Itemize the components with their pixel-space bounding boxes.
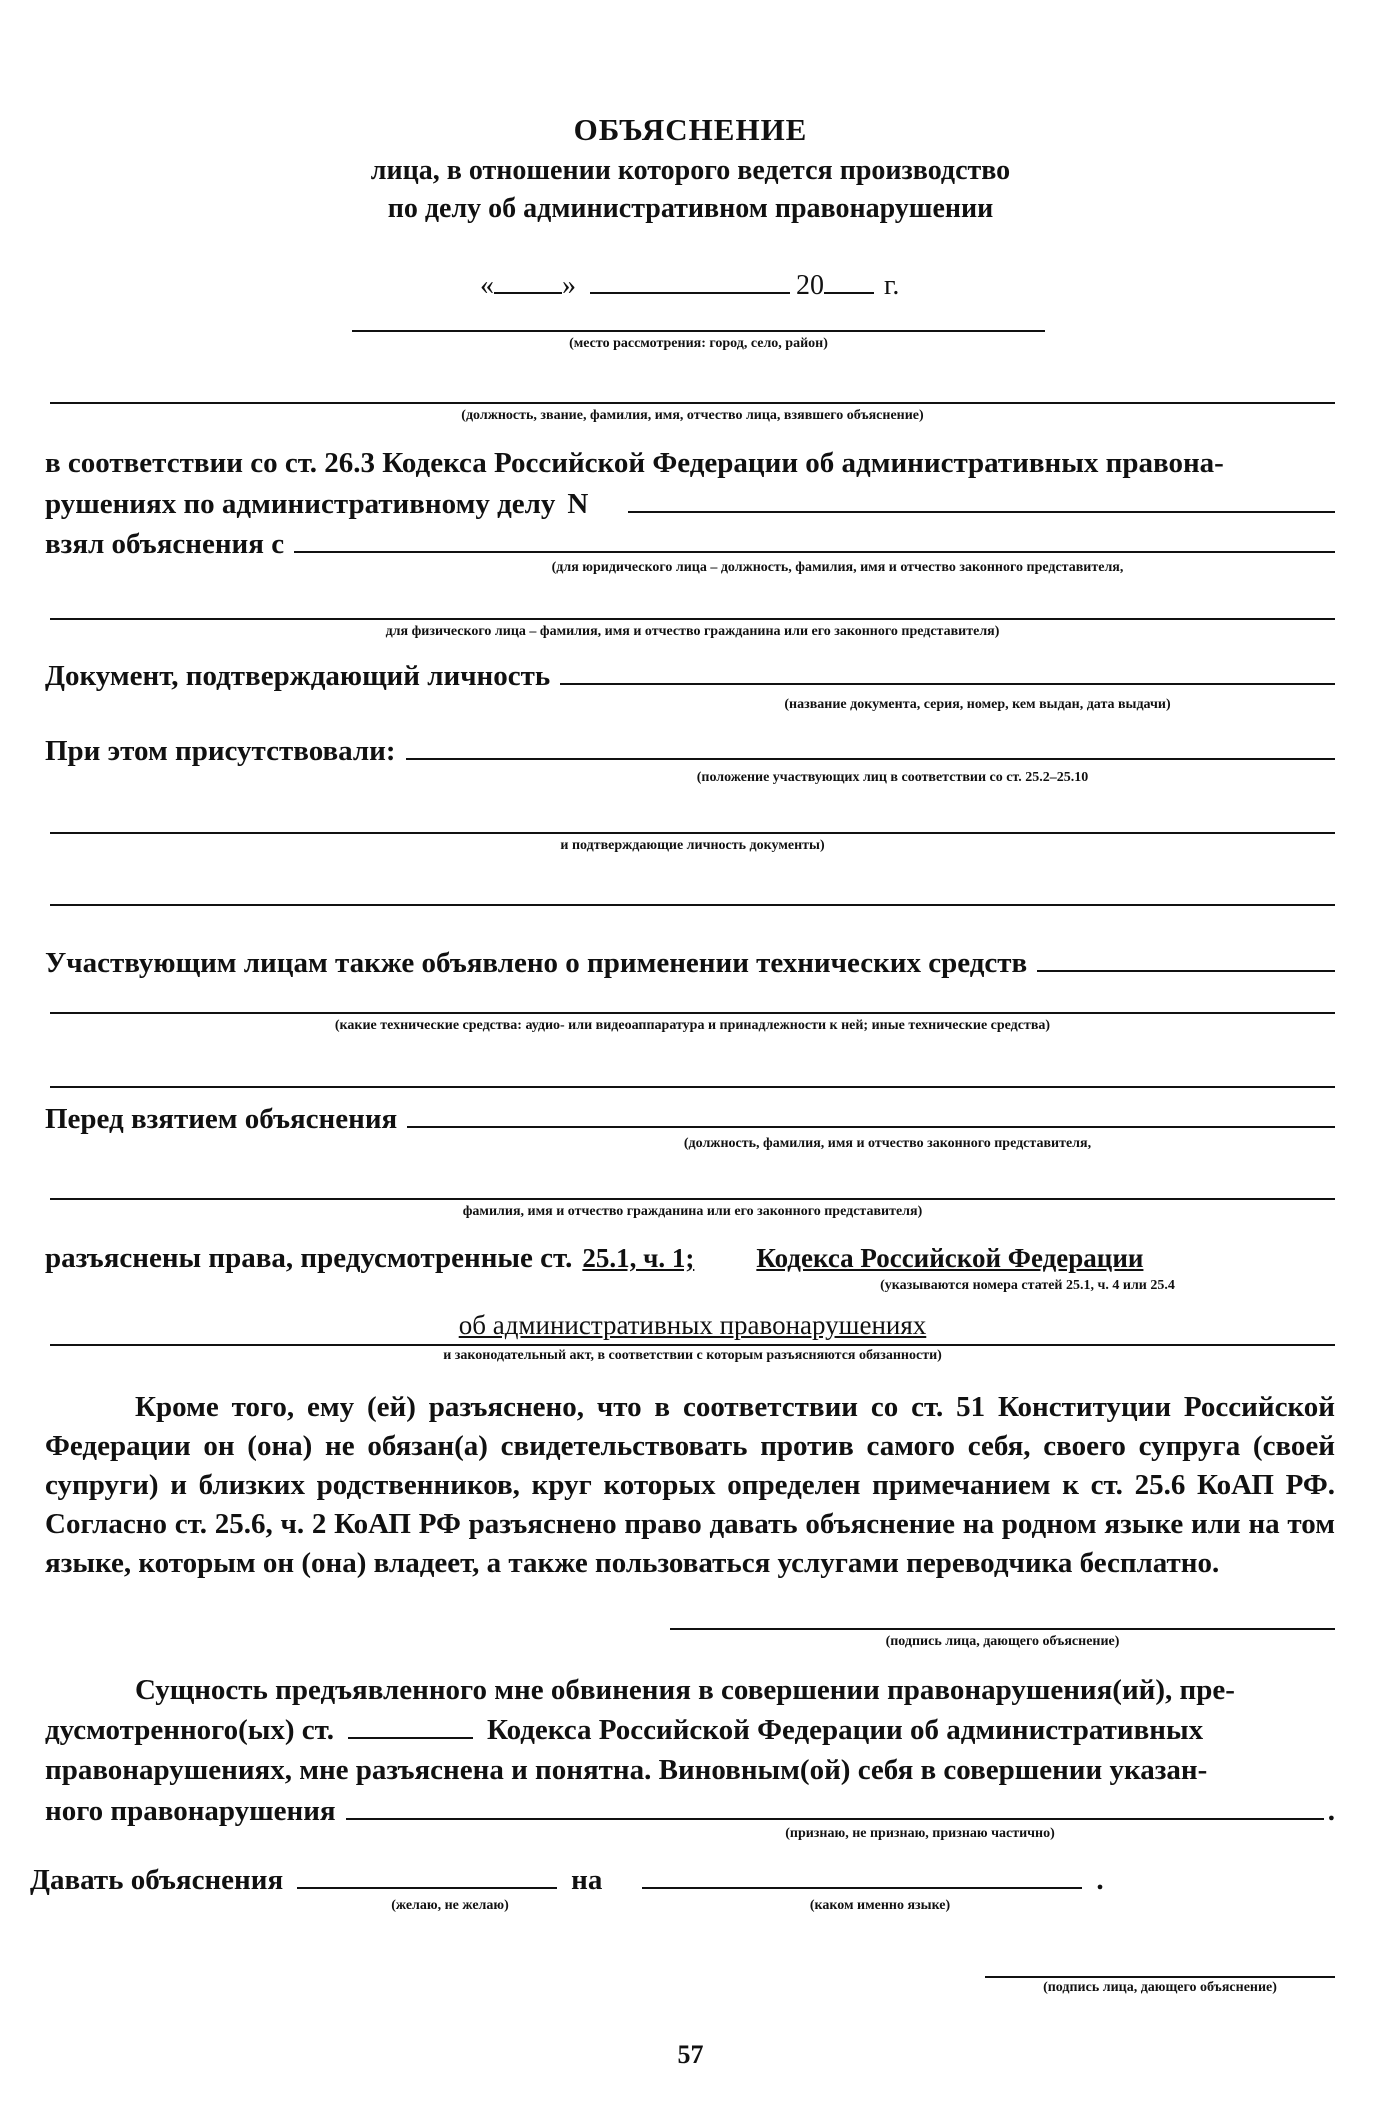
before-taking-label: Перед взятием объяснения <box>45 1103 398 1135</box>
present-field[interactable] <box>406 730 1335 760</box>
charge-line-2-start: дусмотренного(ых) ст. <box>45 1714 334 1746</box>
case-number-row <box>45 483 1335 524</box>
identity-doc-label: Документ, подтверждающий личность <box>45 660 551 692</box>
page-number: 57 <box>677 2040 704 2069</box>
date-open-quote: « <box>480 270 494 301</box>
give-explanation-label: Давать объяснения <box>30 1864 284 1896</box>
tech-caption: (какие технические средства: аудио- или видеоаппаратура и принадлежности к ней; иные технические средства) <box>334 1018 1051 1033</box>
identity-doc-row <box>45 655 1335 696</box>
on-label: на <box>571 1864 603 1896</box>
before-taking-field-2[interactable] <box>50 1198 1335 1200</box>
tech-field-3[interactable] <box>50 1086 1335 1088</box>
tech-row <box>45 942 1335 983</box>
legal-basis-line-2: рушениях по административному делу <box>45 488 556 520</box>
tech-field[interactable] <box>1037 942 1335 972</box>
rights-act-caption: и законодательный акт, в соответствии с которым разъясняются обязанности) <box>443 1348 942 1363</box>
legal-person-caption: (для юридического лица – должность, фамилия, имя и отчество законного представителя, <box>551 560 1124 575</box>
natural-person-field[interactable] <box>50 618 1335 620</box>
signature-caption-2: (подпись лица, дающего объяснение) <box>1043 1980 1277 1995</box>
charge-article-field[interactable] <box>348 1711 473 1739</box>
guilt-field[interactable] <box>346 1790 1324 1820</box>
took-from-field[interactable] <box>294 523 1335 553</box>
charge-period: . <box>1327 1795 1335 1827</box>
before-taking-caption-2: фамилия, имя и отчество гражданина или его законного представителя) <box>462 1204 923 1219</box>
closing-row <box>30 1860 1104 1900</box>
rights-code-value-2: об административных правонарушениях <box>458 1310 927 1340</box>
rights-articles-value: 25.1, ч. 1; <box>582 1243 695 1273</box>
present-label: При этом присутствовали: <box>45 735 396 767</box>
charge-line-2-end: Кодекса Российской Федерации об административных <box>487 1714 1204 1746</box>
took-from-label: взял объяснения с <box>45 528 285 560</box>
place-field[interactable] <box>352 330 1045 332</box>
document-subtitle-line-2: по делу об административном правонарушении <box>387 193 994 224</box>
identity-doc-field[interactable] <box>560 655 1335 685</box>
charge-line-3: правонарушениях, мне разъяснена и понятна. Виновным(ой) себя в совершении указан- <box>45 1754 1208 1786</box>
charge-line-2 <box>45 1710 1335 1750</box>
charge-line-4-start: ного правонарушения <box>45 1795 336 1827</box>
rights-label: разъяснены права, предусмотренные ст. <box>45 1242 573 1274</box>
signature-field-1[interactable] <box>670 1628 1335 1630</box>
identity-doc-caption: (название документа, серия, номер, кем выдан, дата выдачи) <box>784 697 1171 712</box>
before-taking-row <box>45 1098 1335 1139</box>
willing-caption: (желаю, не желаю) <box>391 1898 509 1913</box>
official-caption: (должность, звание, фамилия, имя, отчество лица, взявшего объяснение) <box>461 408 924 423</box>
case-number-label: N <box>567 488 589 520</box>
present-field-3[interactable] <box>50 904 1335 906</box>
date-year-field[interactable] <box>824 268 874 294</box>
language-field[interactable] <box>642 1861 1082 1889</box>
date-year-suffix: г. <box>884 270 900 301</box>
charge-line-4 <box>45 1790 1335 1831</box>
date-day-field[interactable] <box>494 268 562 294</box>
before-taking-caption-1: (должность, фамилия, имя и отчество законного представителя, <box>683 1136 1092 1151</box>
document-title: ОБЪЯСНЕНИЕ <box>573 112 808 147</box>
legal-basis-line-1: в соответствии со ст. 26.3 Кодекса Российской Федерации об административных правона- <box>45 447 1224 479</box>
present-caption-2: и подтверждающие личность документы) <box>560 838 825 853</box>
rights-row <box>45 1238 1335 1278</box>
language-caption: (каком именно языке) <box>809 1898 951 1913</box>
closing-period: . <box>1096 1864 1104 1896</box>
willing-field[interactable] <box>297 1861 557 1889</box>
present-caption-1: (положение участвующих лиц в соответствии со ст. 25.2–25.10 <box>696 770 1089 785</box>
before-taking-field[interactable] <box>407 1098 1335 1128</box>
signature-field-2[interactable] <box>985 1976 1335 1978</box>
rights-act-field[interactable] <box>50 1344 1335 1346</box>
charge-line-1: Сущность предъявленного мне обвинения в совершении правонарушения(ий), пре- <box>135 1674 1235 1706</box>
document-subtitle-line-1: лица, в отношении которого ведется производство <box>370 155 1011 186</box>
present-row <box>45 730 1335 771</box>
took-from-row <box>45 523 1335 564</box>
rights-paragraph: Кроме того, ему (ей) разъяснено, что в соответствии со ст. 51 Конституции Российской Федерации он (она) не обязан(а) свидетельствовать против самого себя, своего супруга (своей супруги) и близких родственников, круг которых определен примечанием к ст. 25.6 КоАП РФ. Согласно ст. 25.6, ч. 2 КоАП РФ разъяснено право давать объяснение на родном языке или на том языке, которым он (она) владеет, а также пользоваться услугами переводчика бесплатно. <box>45 1391 1335 1579</box>
rights-articles-caption: (указываются номера статей 25.1, ч. 4 или 25.4 <box>880 1278 1175 1293</box>
case-number-field[interactable] <box>628 483 1335 513</box>
date-close-quote: » <box>562 270 576 301</box>
official-field[interactable] <box>50 402 1335 404</box>
signature-caption-1: (подпись лица, дающего объяснение) <box>885 1634 1120 1649</box>
tech-label: Участвующим лицам также объявлено о применении технических средств <box>45 947 1028 979</box>
date-year-prefix: 20 <box>796 270 824 301</box>
rights-code-value: Кодекса Российской Федерации <box>756 1243 1144 1273</box>
present-field-2[interactable] <box>50 832 1335 834</box>
date-line <box>480 268 899 302</box>
tech-field-2[interactable] <box>50 1012 1335 1014</box>
guilt-caption: (признаю, не признаю, признаю частично) <box>785 1826 1055 1841</box>
date-month-field[interactable] <box>590 268 790 294</box>
natural-person-caption: для физического лица – фамилия, имя и отчество гражданина или его законного представителя) <box>385 624 1000 639</box>
place-caption: (место рассмотрения: город, село, район) <box>569 336 828 351</box>
